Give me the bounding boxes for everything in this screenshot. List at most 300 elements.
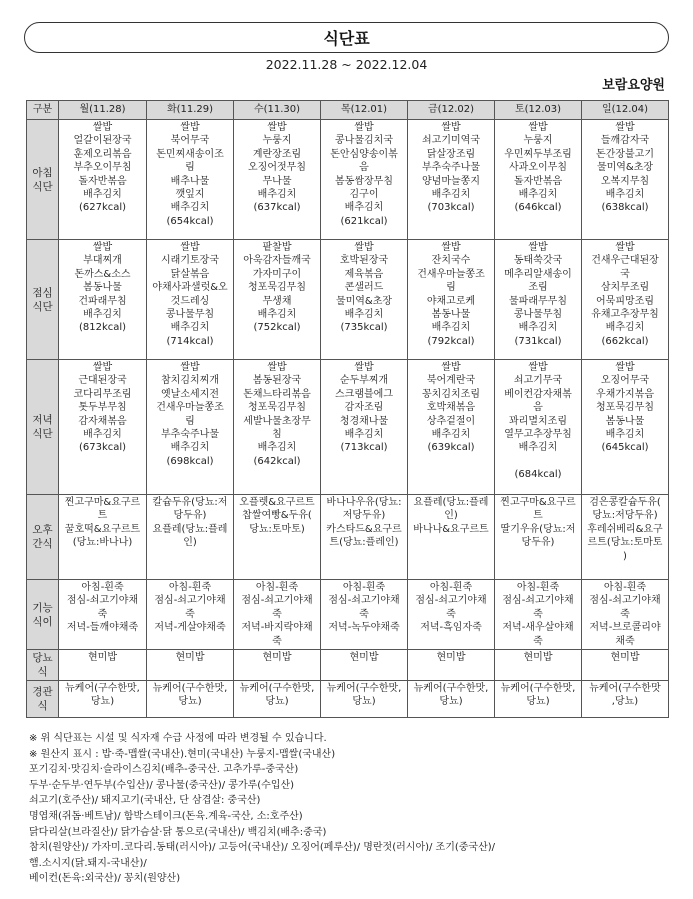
menu-cell bbox=[408, 360, 495, 495]
menu-item: 후레쉬베리&요구 bbox=[587, 523, 663, 535]
menu-item: (638kcal) bbox=[601, 202, 649, 214]
menu-cell bbox=[495, 650, 582, 681]
menu-item: 돈민찌새송이조 bbox=[156, 148, 224, 160]
menu-cell bbox=[147, 681, 234, 718]
menu-item: 인) bbox=[444, 510, 458, 522]
row-label-line: 식 bbox=[37, 666, 48, 679]
menu-item: 물미역&초장 bbox=[335, 295, 393, 307]
row-label-line: 식이 bbox=[32, 615, 53, 628]
row-label-line: 식 bbox=[37, 700, 48, 713]
menu-item: 순두부찌개 bbox=[339, 375, 389, 387]
menu-item: 죽 bbox=[620, 608, 630, 620]
menu-item: 배추김치 bbox=[431, 189, 471, 201]
note-line: 쇠고기(호주산)/ 돼지고기(국내산, 단 삼겹살: 중국산) bbox=[29, 795, 261, 807]
menu-cell bbox=[234, 360, 321, 495]
menu-item: 배추김치 bbox=[170, 442, 210, 454]
row-label bbox=[27, 580, 59, 650]
menu-item: 죽 bbox=[272, 635, 282, 647]
menu-item: 배추김치 bbox=[83, 309, 122, 321]
menu-item: 오징어젓무침 bbox=[248, 162, 306, 174]
menu-cell bbox=[321, 681, 408, 718]
menu-item: 야채사과샐럿&오 bbox=[152, 282, 228, 294]
row-label-line: 아침 bbox=[32, 166, 53, 179]
menu-item: (731kcal) bbox=[514, 335, 562, 347]
menu-item: 열무고추장무침 bbox=[504, 429, 572, 441]
menu-item: 돈간장불고기 bbox=[596, 148, 654, 160]
menu-item: 김구이 bbox=[349, 189, 379, 201]
menu-item: 감자채볶음 bbox=[78, 415, 127, 427]
menu-item: 찐고구마&요구르 bbox=[64, 497, 141, 508]
menu-item: 봄동된장국 bbox=[252, 375, 302, 387]
menu-item: (645kcal) bbox=[601, 442, 649, 454]
column-header-sunday: 일(12.04) bbox=[582, 101, 669, 120]
row-label-line: 경관 bbox=[32, 686, 53, 699]
column-header: 화(11.29) bbox=[147, 101, 234, 120]
menu-cell bbox=[495, 681, 582, 718]
menu-item: 메추리알새송이 bbox=[504, 268, 572, 280]
menu-cell bbox=[408, 580, 495, 650]
menu-item: 뉴케어(구수한맛, bbox=[65, 683, 140, 695]
menu-item: 시래기토장국 bbox=[161, 255, 219, 267]
menu-item: 봄동쌈장무침 bbox=[335, 175, 393, 187]
menu-item: 깻잎지 bbox=[175, 189, 205, 201]
menu-item: (752kcal) bbox=[253, 322, 301, 334]
menu-cell bbox=[495, 495, 582, 580]
menu-item: 부대찌개 bbox=[83, 255, 122, 267]
menu-item: 현미밥 bbox=[523, 652, 553, 664]
menu-cell bbox=[59, 240, 147, 360]
column-header: 수(11.30) bbox=[234, 101, 321, 120]
menu-cell bbox=[147, 650, 234, 681]
menu-cell bbox=[234, 495, 321, 580]
row-label-line: 오후 bbox=[32, 524, 53, 536]
menu-item: (654kcal) bbox=[166, 215, 214, 227]
snack-row bbox=[27, 495, 669, 580]
menu-item: (812kcal) bbox=[78, 322, 127, 334]
menu-item: 누룽지 bbox=[523, 135, 553, 147]
menu-item: 꿀호떡&요구르트 bbox=[64, 523, 141, 535]
menu-cell bbox=[147, 360, 234, 495]
menu-item: 봄동나물 bbox=[605, 415, 645, 427]
row-label bbox=[27, 650, 59, 681]
row-label bbox=[27, 681, 59, 718]
menu-item: 당뇨) bbox=[526, 696, 550, 708]
menu-cell bbox=[321, 120, 408, 240]
menu-item: 조림 bbox=[528, 282, 548, 294]
menu-cell bbox=[321, 495, 408, 580]
menu-item: 쌀밥 bbox=[267, 362, 287, 373]
menu-item: 배추김치 bbox=[605, 322, 645, 334]
menu-cell bbox=[234, 580, 321, 650]
breakfast-row bbox=[27, 120, 669, 240]
menu-item: 칼슘두유(당뇨:저 bbox=[152, 497, 228, 508]
menu-cell bbox=[495, 360, 582, 495]
row-label-line: 당뇨 bbox=[32, 652, 53, 665]
menu-item: 콩나물무침 bbox=[165, 309, 215, 321]
menu-item: 오징어무국 bbox=[600, 375, 650, 387]
menu-item: 제육볶음 bbox=[344, 268, 384, 280]
menu-item: 현미밥 bbox=[436, 652, 466, 664]
menu-item: 당뇨) bbox=[178, 696, 202, 708]
menu-cell bbox=[582, 495, 669, 580]
menu-item: 호박된장국 bbox=[339, 255, 389, 267]
menu-item: 쌀밥 bbox=[354, 242, 374, 253]
menu-item: (698kcal) bbox=[166, 455, 214, 467]
menu-item: 북어계란국 bbox=[426, 375, 476, 387]
menu-item: (637kcal) bbox=[253, 202, 301, 214]
menu-item: 저녁-들깨야채죽 bbox=[66, 622, 139, 634]
organization-name: 보람요양원 bbox=[602, 78, 665, 93]
menu-item: 쌀밥 bbox=[615, 362, 635, 373]
menu-item: 죽 bbox=[97, 608, 108, 620]
menu-item: 근대된장국 bbox=[78, 375, 127, 387]
menu-item: 저녁-녹두야채죽 bbox=[328, 622, 400, 634]
menu-cell bbox=[408, 495, 495, 580]
menu-item: 당두유) bbox=[521, 537, 555, 549]
note-line: 명엽채(쥐돔·베트남)/ 함박스테이크(돈육.계육-국산, 소:호주산) bbox=[29, 810, 303, 822]
note-line: 두부·순두부·연두부(수입산)/ 콩나물(중국산)/ 콩가루(수입산) bbox=[29, 779, 295, 791]
menu-item: 쌀밥 bbox=[441, 362, 461, 373]
menu-item: 가자미구이 bbox=[252, 268, 302, 280]
menu-item: 찐고구마&요구르 bbox=[500, 497, 576, 508]
weekly-menu-table bbox=[26, 100, 669, 718]
column-header: 목(12.01) bbox=[321, 101, 408, 120]
menu-item: 배추김치 bbox=[257, 442, 297, 454]
menu-item: (792kcal) bbox=[427, 335, 475, 347]
menu-cell bbox=[495, 240, 582, 360]
menu-item: 봄동나물 bbox=[431, 309, 471, 321]
menu-item: 물파래무무침 bbox=[509, 295, 567, 307]
menu-item: 쌀밥 bbox=[441, 122, 461, 133]
menu-item: 잔치국수 bbox=[431, 255, 471, 267]
menu-item: 쇠고기무국 bbox=[513, 375, 563, 387]
menu-item: 부추숙주나물 bbox=[161, 429, 219, 441]
menu-cell bbox=[147, 495, 234, 580]
row-label bbox=[27, 120, 59, 240]
page-title bbox=[24, 22, 669, 53]
menu-item: 것드레싱 bbox=[170, 295, 210, 307]
menu-period: 2022.11.28 ~ 2022.12.04 bbox=[265, 57, 428, 72]
menu-item: 아침-흰죽 bbox=[168, 582, 212, 593]
menu-item: 돈안심양송이볶 bbox=[330, 148, 398, 160]
menu-cell bbox=[495, 120, 582, 240]
menu-item: 림 bbox=[446, 282, 456, 294]
menu-item: 배추김치 bbox=[344, 309, 384, 321]
menu-item: (703kcal) bbox=[427, 202, 475, 214]
menu-item: 유채고추장무침 bbox=[591, 309, 659, 321]
menu-cell bbox=[321, 360, 408, 495]
diabetic-diet-row bbox=[27, 650, 669, 681]
menu-item: 점심-쇠고기야채 bbox=[66, 595, 139, 607]
menu-item: 침 bbox=[272, 429, 282, 441]
menu-item: 배추김치 bbox=[518, 322, 558, 334]
menu-item: 뉴케어(구수한맛, bbox=[239, 683, 315, 695]
menu-item: 카스타드&요구르 bbox=[326, 523, 402, 535]
column-header-saturday: 토(12.03) bbox=[495, 101, 582, 120]
menu-cell bbox=[408, 650, 495, 681]
menu-item: 뉴케어(구수한맛, bbox=[413, 683, 489, 695]
menu-item: 당뇨:저당두유) bbox=[592, 510, 658, 522]
menu-item: 동태쑥갓국 bbox=[513, 255, 563, 267]
menu-item: 팥찰밥 bbox=[262, 242, 292, 253]
menu-item: 청포묵김무침 bbox=[596, 402, 654, 414]
menu-item: 북어무국 bbox=[170, 135, 210, 147]
row-label bbox=[27, 240, 59, 360]
menu-item: 저녁-게살야채죽 bbox=[154, 622, 226, 634]
menu-item: 죽 bbox=[185, 608, 195, 620]
column-header: 구분 bbox=[27, 101, 59, 120]
menu-item: 아침-흰죽 bbox=[603, 582, 647, 593]
menu-item: 닭살장조림 bbox=[426, 148, 476, 160]
menu-item: 훈제오리볶음 bbox=[73, 148, 132, 160]
menu-item: 쌀밥 bbox=[92, 242, 113, 253]
menu-item: ) bbox=[623, 550, 627, 562]
menu-item: 트(당뇨:플레인) bbox=[329, 537, 399, 549]
menu-item: 돌자반볶음 bbox=[513, 175, 563, 187]
menu-item: 쌀밥 bbox=[615, 242, 635, 253]
menu-cell bbox=[59, 360, 147, 495]
menu-item: 죽 bbox=[272, 608, 282, 620]
menu-item: 얼갈이된장국 bbox=[73, 135, 132, 147]
menu-item: 건파래무침 bbox=[78, 295, 127, 307]
menu-item: 배추김치 bbox=[83, 429, 122, 441]
menu-item: 배추김치 bbox=[344, 202, 384, 214]
menu-item: 꽈리멸치조림 bbox=[509, 415, 567, 427]
menu-item: 검은콩칼슘두유( bbox=[589, 497, 661, 508]
menu-cell bbox=[234, 681, 321, 718]
menu-item: 배추나물 bbox=[170, 175, 210, 187]
menu-item: (642kcal) bbox=[253, 455, 301, 467]
menu-item: (646kcal) bbox=[514, 202, 562, 214]
menu-item: 우채가지볶음 bbox=[596, 388, 654, 400]
menu-item: 현미밥 bbox=[262, 652, 292, 664]
menu-item: 쌀밥 bbox=[528, 122, 548, 133]
row-label bbox=[27, 360, 59, 495]
header-row bbox=[27, 101, 669, 120]
menu-cell bbox=[582, 240, 669, 360]
menu-cell bbox=[408, 240, 495, 360]
menu-cell bbox=[582, 681, 669, 718]
menu-cell bbox=[321, 580, 408, 650]
menu-item: 스크램블에그 bbox=[335, 388, 393, 400]
menu-item: 쌀밥 bbox=[354, 122, 374, 133]
menu-item: 저녁-바지락야채 bbox=[241, 622, 313, 634]
menu-item: 바나나&요구르트 bbox=[413, 523, 489, 535]
menu-item: 쌀밥 bbox=[180, 362, 200, 373]
note-line: 포기김치·맛김치·슬라이스김치(배추-중국산. 고추가루-중국산) bbox=[29, 764, 299, 776]
menu-item: 사과오이무침 bbox=[509, 162, 567, 174]
menu-item: 배추김치 bbox=[170, 322, 210, 334]
menu-item: 돌자반볶음 bbox=[78, 175, 127, 187]
menu-item: 쌀밥 bbox=[528, 362, 548, 373]
menu-item: 아침-흰죽 bbox=[342, 582, 386, 593]
menu-item: 국 bbox=[620, 268, 630, 280]
menu-item: 돈까스&소스 bbox=[74, 268, 131, 280]
menu-item: 쌀밥 bbox=[441, 242, 461, 253]
menu-item: 쌀밥 bbox=[180, 242, 200, 253]
menu-item: 배추김치 bbox=[431, 429, 471, 441]
menu-item: 콩나물무침 bbox=[513, 309, 563, 321]
menu-item: 배추김치 bbox=[257, 189, 297, 201]
menu-item: 뉴케어(구수한맛, bbox=[500, 683, 576, 695]
menu-item: 아욱감자들깨국 bbox=[243, 255, 311, 267]
menu-item: 음 bbox=[533, 402, 543, 414]
note-line: ※ 위 식단표는 시설 및 식자재 수급 사정에 따라 변경될 수 있습니다. bbox=[29, 733, 327, 744]
menu-item: 청포묵김무침 bbox=[248, 402, 306, 414]
menu-item: 쇠고기미역국 bbox=[422, 135, 480, 147]
menu-item: ,당뇨) bbox=[611, 696, 639, 708]
menu-cell bbox=[147, 240, 234, 360]
menu-item: 림 bbox=[185, 162, 195, 174]
menu-item: 현미밥 bbox=[349, 652, 379, 664]
menu-item: 아침-흰죽 bbox=[81, 582, 124, 593]
menu-item: (684kcal) bbox=[514, 469, 562, 481]
menu-item: 들깨감자국 bbox=[600, 135, 650, 147]
menu-item: 현미밥 bbox=[88, 652, 117, 664]
menu-item: 당뇨:토마토) bbox=[249, 523, 305, 535]
menu-item: 꽁치김치조림 bbox=[422, 388, 480, 400]
menu-item: 양념마늘쫑지 bbox=[422, 175, 480, 187]
tube-feeding-row bbox=[27, 681, 669, 718]
menu-item: 바나나우유(당뇨: bbox=[326, 497, 402, 508]
row-label bbox=[27, 495, 59, 580]
menu-item: 건새우마늘쫑조 bbox=[156, 402, 224, 414]
menu-item: 점심-쇠고기야채 bbox=[154, 595, 226, 607]
menu-item: 계란장조림 bbox=[252, 148, 302, 160]
menu-item: 콩나물김치국 bbox=[335, 135, 393, 147]
menu-cell bbox=[582, 360, 669, 495]
menu-item: 뉴케어(구수한맛 bbox=[589, 683, 661, 695]
menu-item: 트 bbox=[97, 510, 108, 522]
menu-item: (662kcal) bbox=[601, 335, 649, 347]
menu-item: 아침-흰죽 bbox=[516, 582, 560, 593]
menu-item: (713kcal) bbox=[340, 442, 388, 454]
menu-cell bbox=[234, 240, 321, 360]
menu-item: 쌀밥 bbox=[615, 122, 635, 133]
menu-item: 배추김치 bbox=[170, 202, 210, 214]
menu-item: 당뇨) bbox=[352, 696, 376, 708]
menu-item: 무나물 bbox=[262, 175, 292, 187]
row-label-line: 간식 bbox=[32, 538, 53, 550]
menu-item: 저녁-브로콜리야 bbox=[589, 622, 661, 634]
menu-item: 현미밥 bbox=[610, 652, 640, 664]
menu-item: 톳두부무침 bbox=[78, 402, 127, 414]
menu-item: 상추겉절이 bbox=[426, 415, 476, 427]
notes-section bbox=[29, 731, 669, 887]
menu-item: (735kcal) bbox=[340, 322, 388, 334]
menu-item: 쌀밥 bbox=[528, 242, 548, 253]
row-label-line: 저녁 bbox=[32, 414, 53, 426]
menu-item: (627kcal) bbox=[78, 202, 127, 214]
row-label-line: 식단 bbox=[32, 428, 53, 440]
menu-item: 세발나물초장무 bbox=[243, 415, 311, 427]
menu-cell bbox=[147, 120, 234, 240]
menu-item: 닭살볶음 bbox=[170, 268, 210, 280]
menu-item: 쌀밥 bbox=[180, 122, 200, 133]
menu-item: 쌀밥 bbox=[267, 122, 287, 133]
menu-item: 청경채나물 bbox=[339, 415, 389, 427]
menu-item: 쌀밥 bbox=[92, 122, 113, 133]
menu-item: 죽 bbox=[359, 608, 369, 620]
menu-item: 저당두유) bbox=[342, 510, 386, 522]
menu-cell bbox=[59, 580, 147, 650]
menu-item: 배추김치 bbox=[605, 429, 645, 441]
menu-item: 콘샐러드 bbox=[344, 282, 384, 294]
dinner-row bbox=[27, 360, 669, 495]
menu-item: 부추오이무침 bbox=[73, 162, 132, 174]
menu-item: 옛날소세지전 bbox=[161, 388, 219, 400]
menu-cell bbox=[408, 120, 495, 240]
menu-item: 돈채느타리볶음 bbox=[243, 388, 311, 400]
menu-item: 배추김치 bbox=[431, 322, 471, 334]
menu-item: 저녁-새우살야채 bbox=[502, 622, 574, 634]
menu-item: (673kcal) bbox=[78, 442, 127, 454]
row-label-line: 점심 bbox=[32, 286, 53, 299]
menu-item: 점심-쇠고기야채 bbox=[328, 595, 400, 607]
menu-item: 당뇨) bbox=[439, 696, 463, 708]
menu-item: 채죽 bbox=[615, 635, 635, 647]
menu-cell bbox=[59, 681, 147, 718]
menu-item: (당뇨:바나나) bbox=[72, 537, 133, 549]
menu-cell bbox=[495, 580, 582, 650]
menu-item: 참치김치찌개 bbox=[161, 375, 219, 387]
menu-item: 쌀밥 bbox=[92, 362, 113, 373]
menu-cell bbox=[321, 650, 408, 681]
menu-item: 어묵피망조림 bbox=[596, 295, 654, 307]
menu-item: 누룽지 bbox=[262, 135, 292, 147]
menu-item: (714kcal) bbox=[166, 335, 214, 347]
menu-cell bbox=[234, 120, 321, 240]
menu-cell bbox=[234, 650, 321, 681]
menu-cell bbox=[582, 120, 669, 240]
menu-item: 점심-쇠고기야채 bbox=[241, 595, 313, 607]
menu-item: 코다리무조림 bbox=[73, 388, 132, 400]
therapeutic-diet-row bbox=[27, 580, 669, 650]
menu-cell bbox=[147, 580, 234, 650]
menu-item: 아침-흰죽 bbox=[429, 582, 473, 593]
menu-item: 우민찌두부조림 bbox=[504, 148, 572, 160]
row-label-line: 식단 bbox=[32, 300, 53, 313]
menu-item: 요플레(당뇨:플레 bbox=[152, 523, 228, 535]
menu-item: (621kcal) bbox=[340, 215, 388, 227]
menu-item: 요플레(당뇨:플레 bbox=[413, 497, 489, 508]
menu-item: 물미역&초장 bbox=[596, 162, 654, 174]
menu-item: 점심-쇠고기야채 bbox=[415, 595, 487, 607]
menu-item: 당뇨) bbox=[90, 696, 115, 708]
menu-item: 배추김치 bbox=[605, 189, 645, 201]
menu-item: 당뇨) bbox=[265, 696, 289, 708]
menu-item: 당두유) bbox=[173, 510, 207, 522]
note-line: 햄.소시지(닭.돼지-국내산)/ bbox=[29, 857, 147, 869]
menu-body bbox=[27, 120, 669, 718]
menu-item: 현미밥 bbox=[175, 652, 205, 664]
menu-item: 부추숙주나물 bbox=[422, 162, 480, 174]
menu-cell bbox=[59, 650, 147, 681]
menu-cell bbox=[321, 240, 408, 360]
note-line: 닭다리살(브라질산)/ 닭가슴살·닭 통으로(국내산)/ 백김치(배추:중국) bbox=[29, 826, 327, 838]
menu-cell bbox=[59, 120, 147, 240]
menu-item: 인) bbox=[183, 537, 197, 549]
menu-cell bbox=[59, 495, 147, 580]
menu-item: 청포묵김무침 bbox=[248, 282, 306, 294]
menu-item: 음 bbox=[359, 162, 369, 174]
menu-cell bbox=[408, 681, 495, 718]
menu-item: 배추김치 bbox=[518, 189, 558, 201]
menu-item: 오플렛&요구르트 bbox=[239, 497, 315, 508]
menu-item: 딸기우유(당뇨:저 bbox=[500, 523, 576, 535]
menu-item: 트 bbox=[533, 510, 543, 522]
page-title-text: 식단표 bbox=[323, 29, 370, 48]
